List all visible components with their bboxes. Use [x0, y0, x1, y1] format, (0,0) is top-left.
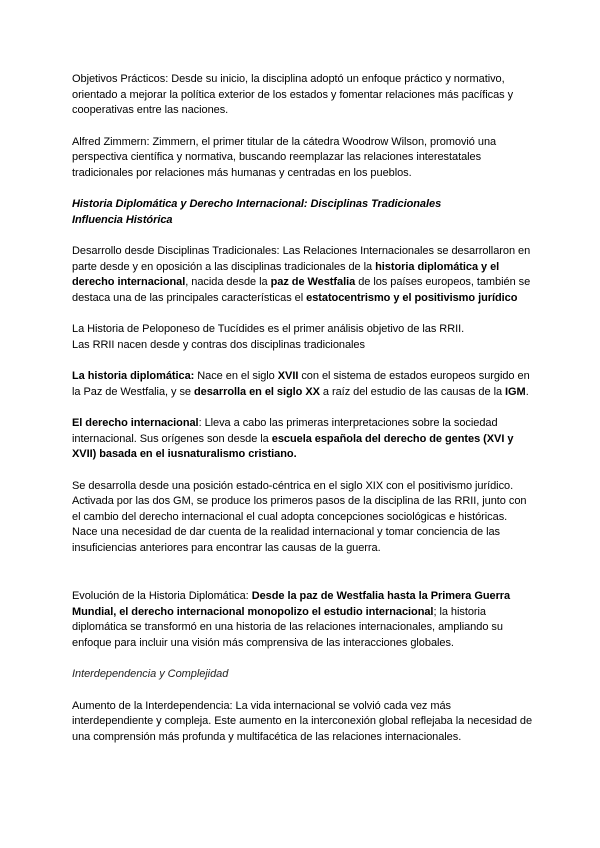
text-span: , nacida desde la [185, 276, 271, 288]
text-span: de los países europeos, también se destaca una de las principales características el [72, 276, 531, 304]
paragraph-tucidides: La Historia de Peloponeso de Tucídides es el primer análisis objetivo de las RRII. [72, 323, 465, 335]
bold-span: paz de Westfalia [270, 276, 356, 288]
bold-span: estatocentrismo y el positivismo jurídico [306, 291, 518, 304]
paragraph-evolucion-historia [72, 589, 534, 651]
paragraph-derecho-internacional [72, 416, 534, 463]
bold-span: historia diplomática y el derecho internacional [72, 260, 500, 288]
paragraph-alfred-zimmern: Alfred Zimmern: Zimmern, el primer titular de la cátedra Woodrow Wilson, promovió una perspectiva científica y normativa, buscando reemplazar las relaciones interestatales tradicionales por relaciones más humanas y centradas en los pueblos. [72, 135, 497, 179]
text-span: . [525, 385, 529, 398]
section-heading-interdependencia: Interdependencia y Complejidad [72, 668, 229, 680]
paragraph-rrii-nacen: Las RRII nacen desde y contras dos disciplinas tradicionales [72, 338, 365, 351]
bold-span: La historia diplomática: [72, 370, 195, 382]
text-span: Nace en el siglo [194, 370, 278, 382]
bold-span: XVII [277, 370, 299, 382]
text-span: ; la historia diplomática se transformó en una historia de las relaciones internacionales, ampliando su enfoque para incluir una visión más comprensiva de las interacciones globales. [72, 605, 503, 649]
bold-span: El derecho internacional [72, 417, 199, 429]
paragraph-positivismo-juridico: Se desarrolla desde una posición estado-céntrica en el siglo XIX con el positivismo jurídico. Activada por las dos GM, se produce los primeros pasos de la disciplina de las RRII, junto con el cambio del derecho internacional el cual adopta concepciones sociológicas e históricas. Nace una necesidad de dar cuenta de la realidad internacional y tomar conciencia de las insuficiencias anteriores para encontrar las causas de la guerra. [72, 479, 527, 554]
bold-span: Desde la paz de Westfalia hasta la Primera Guerra Mundial, el derecho internacional monopolizo el estudio internacional [72, 590, 511, 618]
text-span: : Lleva a cabo las primeras interpretaciones sobre la sociedad internacional. Sus orígenes son desde la [72, 417, 498, 445]
text-span: a raíz del estudio de las causas de la [319, 385, 506, 398]
paragraph-historia-diplomatica [72, 369, 534, 400]
bold-span: escuela española del derecho de gentes (XVI y XVII) basada en el iusnaturalismo cristiano. [72, 432, 514, 460]
paragraph-objetivos-practicos: Objetivos Prácticos: Desde su inicio, la disciplina adoptó un enfoque práctico y normativo, orientado a mejorar la política exterior de los estados y fomentar relaciones más pacíficas y cooperativas entre las naciones. [72, 73, 514, 116]
text-span: Desarrollo desde Disciplinas Tradicionales: Las Relaciones Internacionales se desarrollaron en parte desde y en oposición a las disciplinas tradicionales de la [72, 245, 531, 273]
bold-span: IGM [505, 385, 526, 398]
paragraph-aumento-interdependencia: Aumento de la Interdependencia: La vida internacional se volvió cada vez más interdependiente y compleja. Este aumento en la interconexión global reflejaba la necesidad de una comprensión más profunda y multifacética de las relaciones internacionales. [72, 699, 533, 743]
section-heading-historia-derecho: Historia Diplomática y Derecho Internacional: Disciplinas Tradicionales [72, 198, 442, 210]
text-span: con el sistema de estados europeos surgido en la Paz de Westfalia, y se [72, 370, 530, 398]
bold-span: desarrolla en el siglo XX [194, 385, 320, 398]
paragraph-desarrollo-disciplinas [72, 244, 534, 306]
section-subheading-influencia: Influencia Histórica [72, 213, 173, 226]
text-span: Evolución de la Historia Diplomática: [72, 590, 252, 602]
